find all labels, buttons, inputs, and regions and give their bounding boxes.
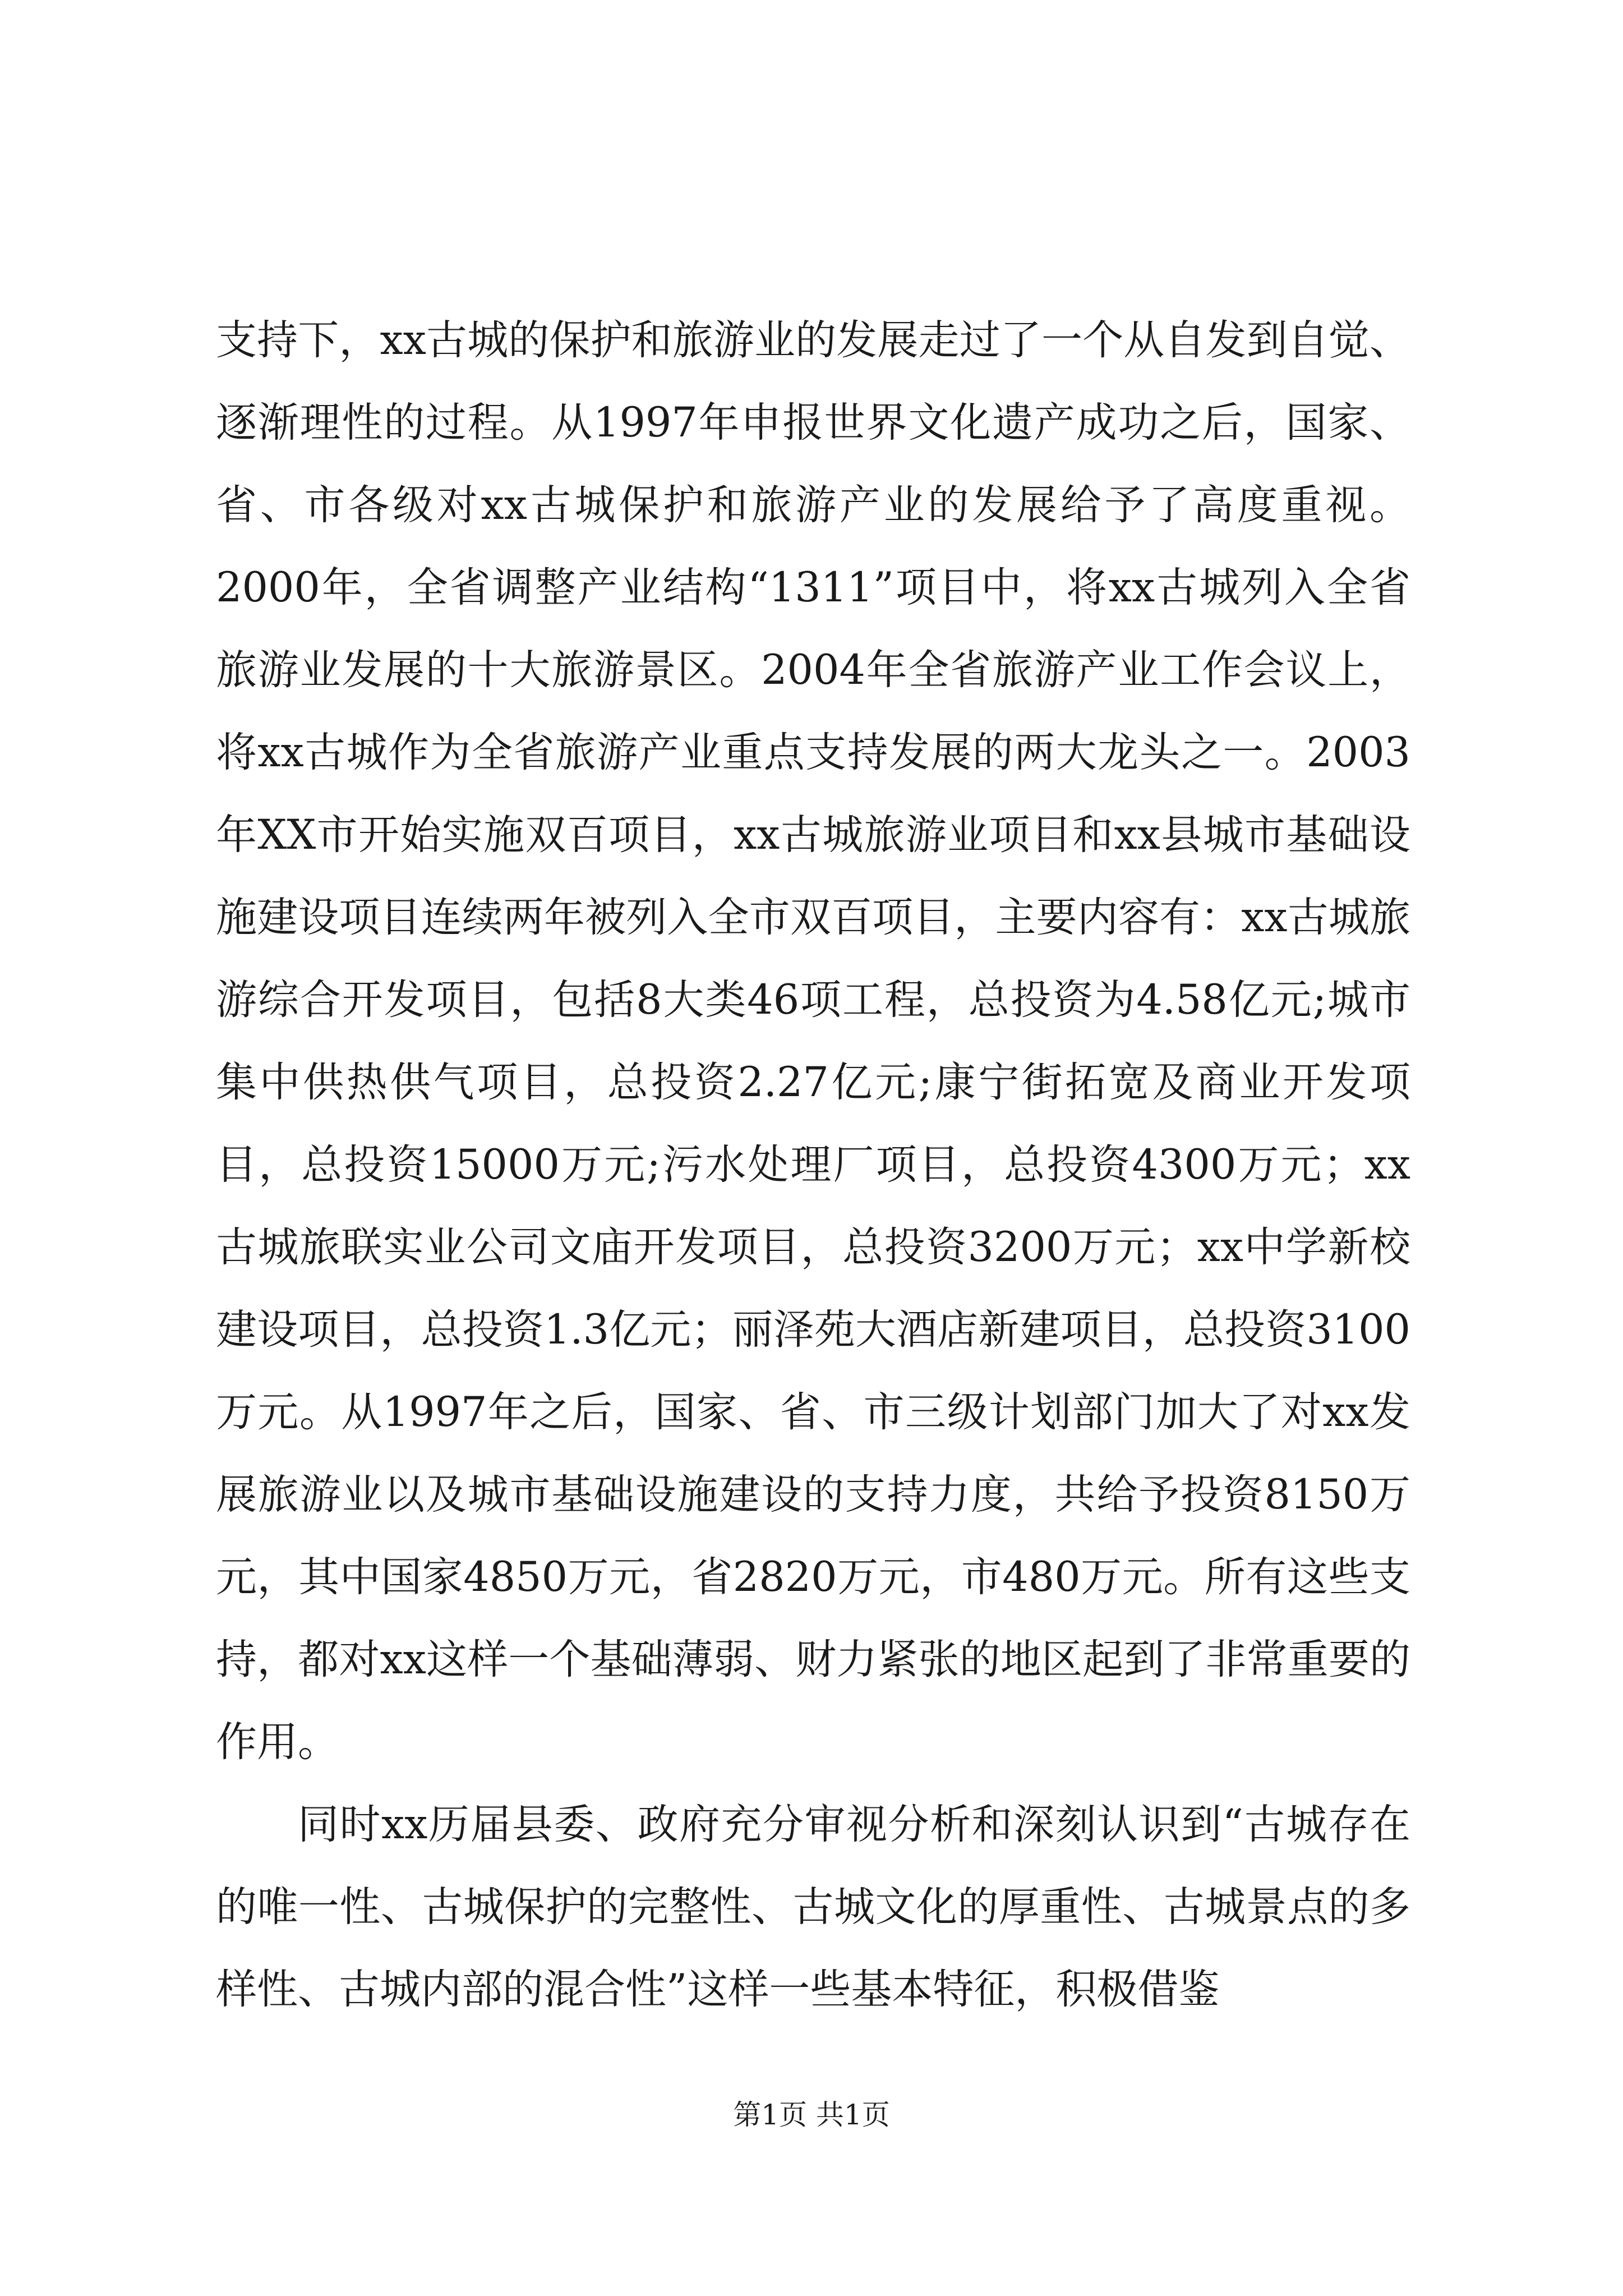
paragraph-1: 支持下，xx古城的保护和旅游业的发展走过了一个从自发到自觉、逐渐理性的过程。从1997年申报世界文化遗产成功之后，国家、省、市各级对xx古城保护和旅游产业的发展给予了高度重视。2000年，全省调整产业结构“1311”项目中，将xx古城列入全省旅游业发展的十大旅游景区。2004年全省旅游产业工作会议上，将xx古城作为全省旅游产业重点支持发展的两大龙头之一。2003年XX市开始实施双百项目，xx古城旅游业项目和xx县城市基础设施建设项目连续两年被列入全市双百项目，主要内容有：xx古城旅游综合开发项目，包括8大类46项工程，总投资为4.58亿元;城市集中供热供气项目，总投资2.27亿元;康宁街拓宽及商业开发项目，总投资15000万元;污水处理厂项目，总投资4300万元；xx古城旅联实业公司文庙开发项目，总投资3200万元；xx中学新校建设项目，总投资1.3亿元；丽泽苑大酒店新建项目，总投资3100万元。从1997年之后，国家、省、市三级计划部门加大了对xx发展旅游业以及城市基础设施建设的支持力度，共给予投资8150万元，其中国家4850万元，省2820万元，市480万元。所有这些支持，都对xx这样一个基础薄弱、财力紧张的地区起到了非常重要的作用。 — [216, 316, 1410, 1766]
page-footer: 第1页 共1页 — [733, 2099, 890, 2131]
body-text — [216, 299, 1410, 2031]
paragraph-2: 同时xx历届县委、政府充分审视分析和深刻认识到“古城存在的唯一性、古城保护的完整性、古城文化的厚重性、古城景点的多样性、古城内部的混合性”这样一些基本特征，积极借鉴 — [216, 1801, 1410, 2013]
